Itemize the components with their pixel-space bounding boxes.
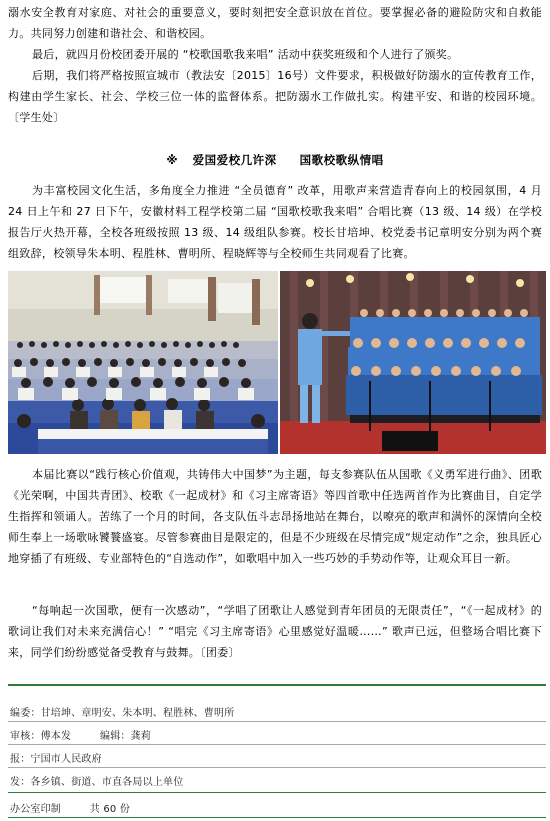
footer-divider-green: [8, 792, 546, 793]
office-label: 办公室印制: [10, 804, 61, 815]
choir-photo: [280, 271, 546, 454]
send-label: 发：: [10, 777, 31, 788]
footer-divider: [8, 744, 546, 745]
footer-divider-top: [8, 684, 546, 686]
section-title: [0, 152, 550, 168]
paragraph-future-work: 后期，我们将严格按照宣城市（教法安〔2015〕16号）文件要求，积极做好防溺水的宣传教育工作，构建由学生家长、社会、学校三位一体的监督体系。把防溺水工作做扎实。构建平安、和谐的校园环境。〔学生处〕: [8, 69, 542, 124]
report-value: 宁国市人民政府: [30, 754, 102, 765]
reviewer-value: 傅本发: [40, 731, 72, 742]
send-value: 各乡镇、街道、市直各局以上单位: [30, 777, 184, 788]
title-symbol: ※: [166, 153, 179, 167]
paragraph-event-intro: 为丰富校园文化生活，多角度全力推进 “全员德育” 改革，用歌声来营造青春向上的校园氛围，4 月 24 日上午和 27 日下午，安徽材料工程学校第二届 “国歌校歌我来唱” 合唱比赛（13 级、14 级）在学校报告厅火热开幕，全校各班级按照 13 级、14 级组队参赛。校长甘培坤、校党委书记章明安分别为两个赛组致辞，校领导朱本明、程胜林、曹明所、程晓辉等与全校师生共同观看了比赛。: [8, 184, 542, 260]
paragraph-competition-details: 本届比赛以“践行核心价值观，共铸伟大中国梦”为主题，每支参赛队伍从国歌《义勇军进行曲》、团歌《光荣啊，中国共青团》、校歌《一起成材》和《习主席寄语》等四首歌中任选两首作为比赛曲目，自定学生指挥和领诵人。苦练了一个月的时间，各支队伍斗志昂扬地站在舞台，以嘹亮的歌声和满怀的深情向全校师生奉上一场歌咏饕餮盛宴。尽管参赛曲目是限定的，但是不少班级在尽情完成“规定动作”之余，独具匠心地穿插了有班级、专业部特色的“自选动作”，如歌唱中加入一些巧妙的手势动作等，让观众耳目一新。: [8, 468, 542, 565]
footer-divider: [8, 767, 546, 768]
title-part-2: 国歌校歌纵情唱: [299, 153, 384, 167]
reviewer-label: 审核：: [10, 731, 41, 742]
footer-reviewer-editor: [10, 727, 151, 742]
report-label: 报：: [10, 754, 31, 765]
editors-label: 编委：: [10, 708, 41, 719]
title-part-1: 爱国爱校几许深: [192, 153, 277, 167]
footer-editors: [10, 704, 234, 719]
paragraph-safety-education: 溺水安全教育对家庭、对社会的重要意义，要时刻把安全意识放在首位。要掌握必备的避险防灾和自救能力。共同努力创建和谐社会、和谐校园。: [8, 6, 542, 40]
footer-report-to: [10, 750, 102, 765]
footer-divider-bottom: [8, 817, 546, 818]
editor-label: 编辑：: [100, 731, 131, 742]
paragraph-student-feedback: “每响起一次国歌，便有一次感动”，“学唱了团歌让人感觉到青年团员的无限责任”，“《一起成材》的歌词让我们对未来充满信心！” “唱完《习主席寄语》心里感觉好温暖……” 歌声已远，但整场合唱比赛下来，同学们纷纷感觉备受教育与鼓舞。〔团委〕: [8, 604, 542, 659]
editor-value: 龚莉: [130, 731, 152, 742]
editors-value: 甘培坤、章明安、朱本明、程胜林、曹明所: [40, 708, 235, 719]
footer-divider: [8, 721, 546, 722]
paragraph-award: 最后，就四月份校团委开展的 “校歌国歌我来唱” 活动中获奖班级和个人进行了颁奖。: [32, 48, 459, 61]
audience-photo: [8, 271, 278, 454]
footer-print-info: [10, 800, 130, 815]
footer-send-to: [10, 773, 183, 788]
copies-value: 共 60 份: [89, 804, 131, 815]
